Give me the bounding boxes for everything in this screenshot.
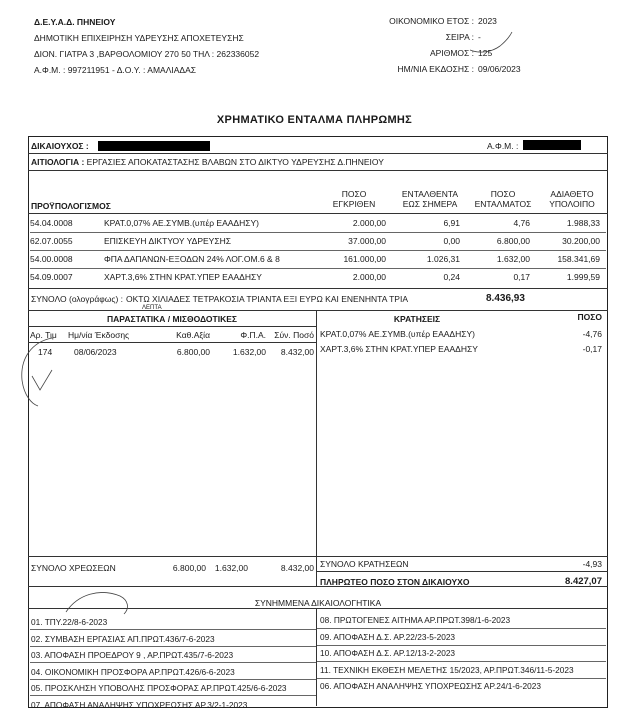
- payee-label: ΔΙΚΑΙΟΥΧΟΣ :: [31, 141, 89, 151]
- meta-number: ΑΡΙΘΜΟΣ : 125: [430, 48, 493, 58]
- issuer-address: ΔΙΟΝ. ΓΙΑΤΡΑ 3 ,ΒΑΡΘΟΛΟΜΙΟΥ 270 50 ΤΗΛ : 262336052: [34, 49, 260, 59]
- reason-text: ΕΡΓΑΣΙΕΣ ΑΠΟΚΑΤΑΣΤΑΣΗΣ ΒΛΑΒΩΝ ΣΤΟ ΔΙΚΤΥΟ ΥΔΡΕΥΣΗΣ Δ.ΠΗΝΕΙΟΥ: [86, 157, 384, 167]
- charges-total-vat: 1.632,00: [214, 563, 248, 573]
- divider: [28, 170, 608, 171]
- voucher-header-num: Αρ. Τιμ: [30, 330, 57, 340]
- budget-header-approved: ΠΟΣΟ ΕΓΚΡΙΘΕΝ: [332, 189, 376, 209]
- attachment-item: 08. ΠΡΩΤΟΓΕΝΕΣ ΑΙΤΗΜΑ ΑΡ.ΠΡΩΤ.398/1-6-2023: [320, 615, 511, 625]
- attachment-item: 06. ΑΠΟΦΑΣΗ ΑΝΑΛΗΨΗΣ ΥΠΟΧΡΕΩΣΗΣ ΑΡ.24/1-6-2023: [320, 681, 541, 691]
- divider: [317, 571, 608, 572]
- total-words-continued: ΛΕΠΤΑ: [142, 305, 162, 311]
- total-words: ΟΚΤΩ ΧΙΛΙΑΔΕΣ ΤΕΤΡΑΚΟΣΙΑ ΤΡΙΑΝΤΑ ΕΞΙ ΕΥΡΩ ΚΑΙ ΕΝΕΝΗΝΤΑ ΤΡΙΑ: [126, 294, 409, 304]
- attachment-item: 02. ΣΥΜΒΑΣΗ ΕΡΓΑΣΙΑΣ ΑΠ.ΠΡΩΤ.436/7-6-2023: [31, 633, 215, 644]
- voucher-header-vat: Φ.Π.Α.: [240, 330, 266, 340]
- attachments-title: ΣΥΝΗΜΜΕΝΑ ΔΙΚΑΙΟΛΟΓΗΤΙΚΑ: [254, 598, 382, 608]
- column-divider: [316, 310, 317, 586]
- deductions-amount-header: ΠΟΣΟ: [577, 312, 602, 322]
- divider: [28, 556, 608, 557]
- issuer-description: ΔΗΜΟΤΙΚΗ ΕΠΙΧΕΙΡΗΣΗ ΥΔΡΕΥΣΗΣ ΑΠΟΧΕΤΕΥΣΗΣ: [34, 33, 244, 43]
- payable-amount: 8.427,07: [565, 576, 602, 587]
- attachment-item: 03. ΑΠΟΦΑΣΗ ΠΡΟΕΔΡΟΥ 9 , ΑΡ.ΠΡΩΤ.435/7-6-2023: [31, 650, 234, 660]
- voucher-header-net: Καθ.Αξία: [176, 330, 210, 340]
- signature-scribble-icon: [466, 30, 516, 56]
- deduction-desc: ΧΑΡΤ.3,6% ΣΤΗΝ ΚΡΑΤ.ΥΠΕΡ ΕΑΑΔΗΣΥ: [320, 344, 478, 354]
- divider: [28, 288, 608, 289]
- divider: [28, 310, 608, 311]
- charges-total-sum: 8.432,00: [280, 563, 314, 573]
- issuer-block: [34, 14, 259, 78]
- document-title: ΧΡΗΜΑΤΙΚΟ ΕΝΤΑΛΜΑ ΠΛΗΡΩΜΗΣ: [216, 114, 413, 126]
- payee-afm-label: Α.Φ.Μ. :: [487, 141, 519, 151]
- charges-total-net: 6.800,00: [172, 563, 206, 573]
- meta-fiscal-year: ΟΙΚΟΝΟΜΙΚΟ ΕΤΟΣ : 2023: [389, 16, 497, 26]
- budget-row: 54.09.0007 ΧΑΡΤ.3,6% ΣΤΗΝ ΚΡΑΤ.ΥΠΕΡ ΕΑΑΔΗΣΥ 2.000,00 0,24 0,17 1.999,59: [30, 272, 600, 282]
- voucher-header-date: Ημ/νία Έκδοσης: [68, 330, 130, 340]
- voucher-total: 8.432,00: [280, 347, 314, 357]
- budget-row: 54.00.0008 ΦΠΑ ΔΑΠΑΝΩΝ-ΕΞΟΔΩΝ 24% ΛΟΓ.ΟΜ.6 & 8 161.000,00 1.026,31 1.632,00 158.341,69: [30, 254, 600, 264]
- payable-label: ΠΛΗΡΩΤΕΟ ΠΟΣΟ ΣΤΟΝ ΔΙΚΑΙΟΥΧΟ: [320, 577, 470, 587]
- voucher-vat: 1.632,00: [232, 347, 266, 357]
- attachments-right-list: [320, 612, 574, 695]
- budget-header-remaining: ΑΔΙΑΘΕΤΟ ΥΠΟΛΟΙΠΟ: [549, 189, 595, 209]
- attachment-item: 07. ΑΠΟΦΑΣΗ ΑΝΑΛΗΨΗΣ ΥΠΟΧΡΕΩΣΗΣ ΑΡ.3/2-1-2023: [31, 699, 248, 710]
- voucher-num: 174: [38, 347, 53, 357]
- vouchers-title: ΠΑΡΑΣΤΑΤΙΚΑ / ΜΙΣΘΟΔΟΤΙΚΕΣ: [107, 314, 237, 324]
- divider: [28, 153, 608, 154]
- budget-header-code: ΠΡΟΫΠΟΛΟΓΙΣΜΟΣ: [31, 201, 111, 211]
- deductions-title: ΚΡΑΤΗΣΕΙΣ: [393, 314, 441, 324]
- budget-header-to-date: ΕΝΤΑΛΘΕΝΤΑ ΕΩΣ ΣΗΜΕΡΑ: [401, 189, 459, 209]
- voucher-header-total: Σύν. Ποσό: [274, 330, 314, 340]
- pen-mark-icon: [12, 330, 82, 430]
- attachment-item: 05. ΠΡΟΣΚΛΗΣΗ ΥΠΟΒΟΛΗΣ ΠΡΟΣΦΟΡΑΣ ΑΡ.ΠΡΩΤ.425/6-6-2023: [31, 683, 287, 693]
- budget-row: 62.07.0055 ΕΠΙΣΚΕΥΗ ΔΙΚΤΥΟΥ ΥΔΡΕΥΣΗΣ 37.000,00 0,00 6.800,00 30.200,00: [30, 236, 600, 246]
- divider: [28, 326, 316, 327]
- budget-header-warrant: ΠΟΣΟ ΕΝΤΑΛΜΑΤΟΣ: [474, 189, 532, 209]
- meta-series: ΣΕΙΡΑ : -: [445, 32, 481, 42]
- charges-total-label: ΣΥΝΟΛΟ ΧΡΕΩΣΕΩΝ: [31, 563, 116, 573]
- pen-mark-icon: [60, 586, 140, 620]
- deduction-amount: -4,76: [582, 329, 602, 339]
- reason-label: ΑΙΤΙΟΛΟΓΙΑ :: [31, 157, 85, 167]
- payee-afm-redacted: [523, 140, 581, 150]
- total-amount: 8.436,93: [486, 293, 525, 304]
- voucher-date: 08/06/2023: [74, 347, 117, 357]
- issuer-tax-id: Α.Φ.Μ. : 997211951 - Δ.Ο.Υ. : ΑΜΑΛΙΑΔΑΣ: [34, 65, 197, 75]
- deduction-amount: -0,17: [582, 344, 602, 354]
- deductions-total-amount: -4,93: [582, 559, 602, 569]
- budget-row: 54.04.0008 ΚΡΑΤ.0,07% ΑΕ.ΣΥΜΒ.(υπέρ ΕΑΑΔΗΣΥ) 2.000,00 6,91 4,76 1.988,33: [30, 218, 600, 228]
- attachment-item: 11. ΤΕΧΝΙΚΗ ΕΚΘΕΣΗ ΜΕΛΕΤΗΣ 15/2023, ΑΡ.ΠΡΩΤ.346/11-5-2023: [320, 664, 574, 675]
- attachment-item: 10. ΑΠΟΦΑΣΗ Δ.Σ. ΑΡ.12/13-2-2023: [320, 648, 456, 658]
- attachment-item: 01. ΤΠΥ.22/8-6-2023: [31, 617, 108, 627]
- attachment-item: 09. ΑΠΟΦΑΣΗ Δ.Σ. ΑΡ.22/23-5-2023: [320, 631, 456, 642]
- column-divider: [316, 608, 317, 706]
- issuer-name: Δ.Ε.Υ.Α.Δ. ΠΗΝΕΙΟΥ: [34, 17, 116, 27]
- divider: [28, 213, 608, 214]
- deduction-desc: ΚΡΑΤ.0,07% ΑΕ.ΣΥΜΒ.(υπέρ ΕΑΑΔΗΣΥ): [320, 329, 476, 339]
- reason: [31, 157, 384, 167]
- voucher-net: 6.800,00: [176, 347, 210, 357]
- deductions-total-label: ΣΥΝΟΛΟ ΚΡΑΤΗΣΕΩΝ: [320, 559, 409, 569]
- meta-issue-date: ΗΜ/ΝΙΑ ΕΚΔΟΣΗΣ : 09/06/2023: [397, 64, 521, 74]
- payee-redacted: [98, 141, 210, 151]
- total-words-label: ΣΥΝΟΛΟ (ολογράφως) :: [31, 294, 124, 304]
- attachment-item: 04. ΟΙΚΟΝΟΜΙΚΗ ΠΡΟΣΦΟΡΑ ΑΡ.ΠΡΩΤ.426/6-6-2023: [31, 666, 235, 677]
